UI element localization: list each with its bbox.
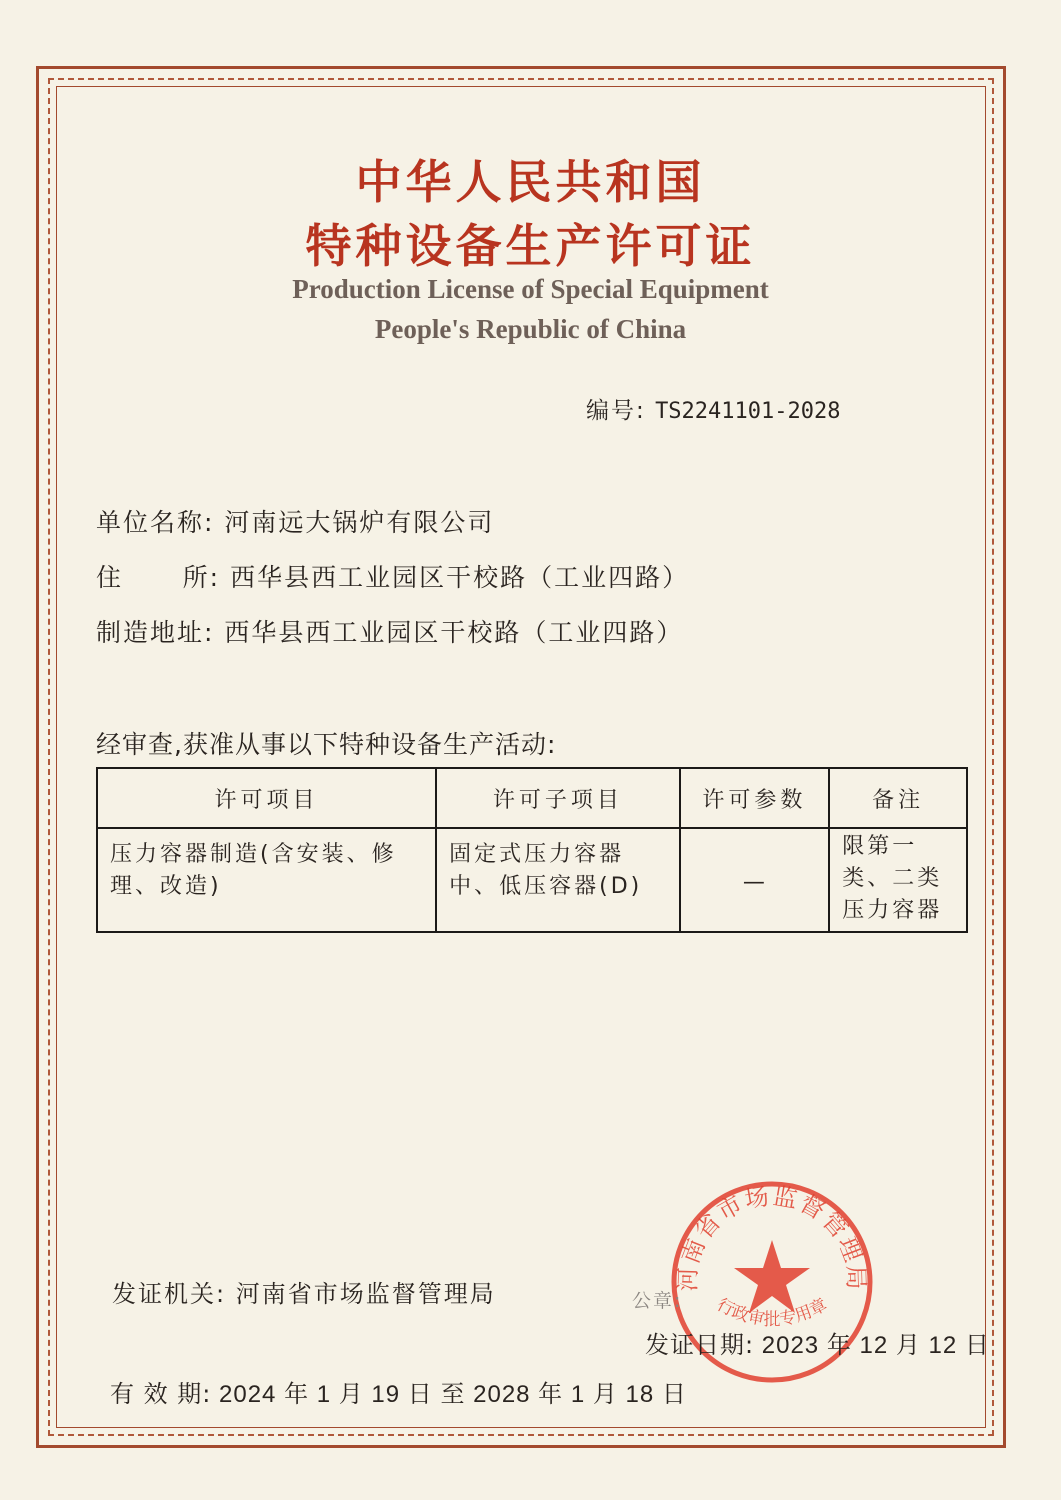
issue-date-value: 2023 年 12 月 12 日: [761, 1332, 990, 1359]
subitem-line1: 固定式压力容器: [449, 842, 625, 867]
license-number-value: TS2241101-2028: [655, 399, 841, 424]
validity-label: 有 效 期:: [110, 1380, 212, 1408]
title-en-line2: People's Republic of China: [374, 314, 687, 344]
issuer-row: [112, 1274, 496, 1309]
item-line1: 压力容器制造(含安装、修: [110, 842, 397, 867]
table-cell-item: [97, 828, 436, 932]
item-line2: 理、改造): [110, 874, 222, 899]
table-header-subitem: 许可子项目: [436, 768, 679, 828]
permit-table: [96, 767, 968, 933]
seal-star-icon: [734, 1240, 810, 1313]
note-line1: 限第一: [842, 834, 918, 859]
license-number: [586, 392, 841, 425]
table-header-note: 备注: [829, 768, 967, 828]
seal-text-bottom: 行政审批专用章: [713, 1294, 831, 1330]
issue-date-row: [645, 1325, 990, 1360]
validity-value: 2024 年 1 月 19 日 至 2028 年 1 月 18 日: [219, 1381, 687, 1408]
table-cell-param: —: [680, 828, 830, 932]
issuer-value: 河南省市场监督管理局: [235, 1280, 496, 1308]
unit-name-label: 单位名称:: [96, 508, 215, 537]
validity-row: [110, 1374, 687, 1409]
address-row: [96, 558, 689, 594]
table-header-item: 许可项目: [97, 768, 436, 828]
seal-note: 公章:: [632, 1290, 683, 1312]
mfg-address-label: 制造地址:: [96, 618, 215, 647]
note-line3: 压力容器: [842, 898, 943, 923]
table-row: [97, 828, 967, 932]
license-number-label: 编号:: [586, 398, 646, 424]
unit-name-value: 河南远大锅炉有限公司: [224, 508, 495, 537]
address-value: 西华县西工业园区干校路（工业四路）: [230, 563, 690, 592]
table-header-param: 许可参数: [680, 768, 830, 828]
table-header-row: [97, 768, 967, 828]
table-cell-note: [829, 828, 967, 932]
table-cell-subitem: [436, 828, 679, 932]
approval-statement: 经审查,获准从事以下特种设备生产活动:: [96, 730, 557, 759]
mfg-address-value: 西华县西工业园区干校路（工业四路）: [224, 618, 684, 647]
seal-text-top: 河南省市场监督管理局: [673, 1181, 871, 1292]
subitem-line2: 中、低压容器(D): [449, 874, 643, 899]
issuer-label: 发证机关:: [112, 1280, 227, 1308]
address-label: 住 所:: [96, 563, 221, 592]
title-cn-line2: 特种设备生产许可证: [305, 219, 756, 273]
title-en-line1: Production License of Special Equipment: [292, 274, 769, 304]
unit-name-row: [96, 503, 494, 539]
issue-date-label: 发证日期:: [645, 1331, 755, 1359]
title-cn-line1: 中华人民共和国: [355, 155, 706, 209]
mfg-address-row: [96, 613, 683, 649]
note-line2: 类、二类: [842, 866, 943, 891]
